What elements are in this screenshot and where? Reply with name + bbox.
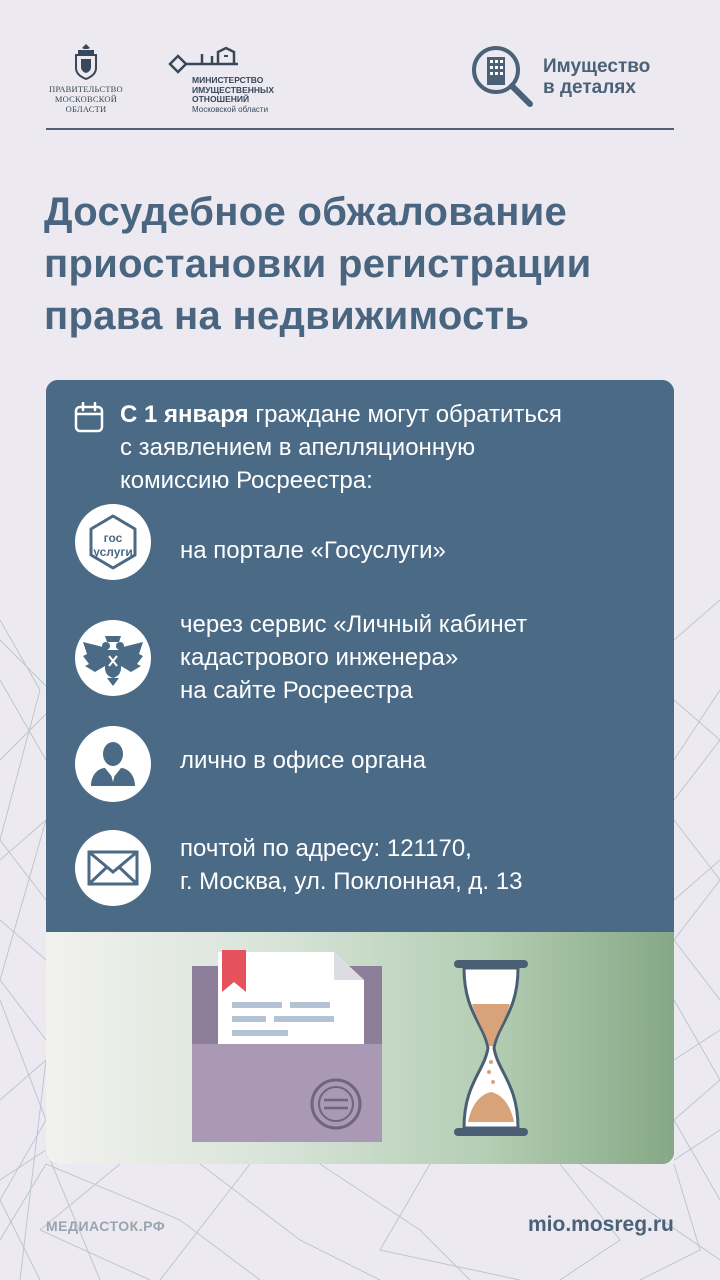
person-icon xyxy=(75,726,151,802)
method-gosuslugi-text: на портале «Госуслуги» xyxy=(180,537,446,564)
info-card xyxy=(46,380,674,1164)
method-cadastral-engineer-text: через сервис «Личный кабинет кадастрового инженера» на сайте Росреестра xyxy=(180,611,528,704)
footer-website-link[interactable]: mio.mosreg.ru xyxy=(528,1213,674,1236)
envelope-icon xyxy=(75,830,151,906)
svg-text:гос: гос xyxy=(103,531,123,545)
government-name: ПРАВИТЕЛЬСТВО МОСКОВСКОЙ ОБЛАСТИ xyxy=(49,84,123,114)
intro-text: С 1 января граждане могут обратиться с заявлением в апелляционную комиссию Росреестра: xyxy=(120,401,562,494)
folder-hourglass-illustration xyxy=(46,932,674,1164)
illustration-panel xyxy=(46,932,674,1164)
intro-date: С 1 января xyxy=(120,401,249,428)
footer-mediastock: МЕДИАСТОК.РФ xyxy=(46,1218,166,1234)
folder-icon xyxy=(192,950,382,1142)
page-title: Досудебное обжалование приостановки регистрации права на недвижимость xyxy=(44,190,592,338)
property-in-details-logo-text: Имущество в деталях xyxy=(543,56,651,98)
method-in-person-text: лично в офисе органа xyxy=(180,747,426,774)
ministry-logo xyxy=(168,46,275,114)
magnifier-building-icon xyxy=(470,44,536,108)
government-moscow-region-logo xyxy=(44,44,128,114)
method-post-text: почтой по адресу: 121170, г. Москва, ул. Поклонная, д. 13 xyxy=(180,835,523,895)
key-icon xyxy=(168,46,248,76)
svg-text:услуги: услуги xyxy=(93,545,133,559)
ministry-name: МИНИСТЕРСТВО ИМУЩЕСТВЕННЫХ ОТНОШЕНИЙ Московской области xyxy=(192,75,275,114)
calendar-icon xyxy=(74,402,106,434)
hourglass-icon xyxy=(454,960,528,1136)
header-divider xyxy=(46,128,674,130)
eagle-emblem-icon xyxy=(75,620,151,696)
coat-of-arms-icon xyxy=(72,44,100,80)
gosuslugi-icon xyxy=(75,504,151,580)
